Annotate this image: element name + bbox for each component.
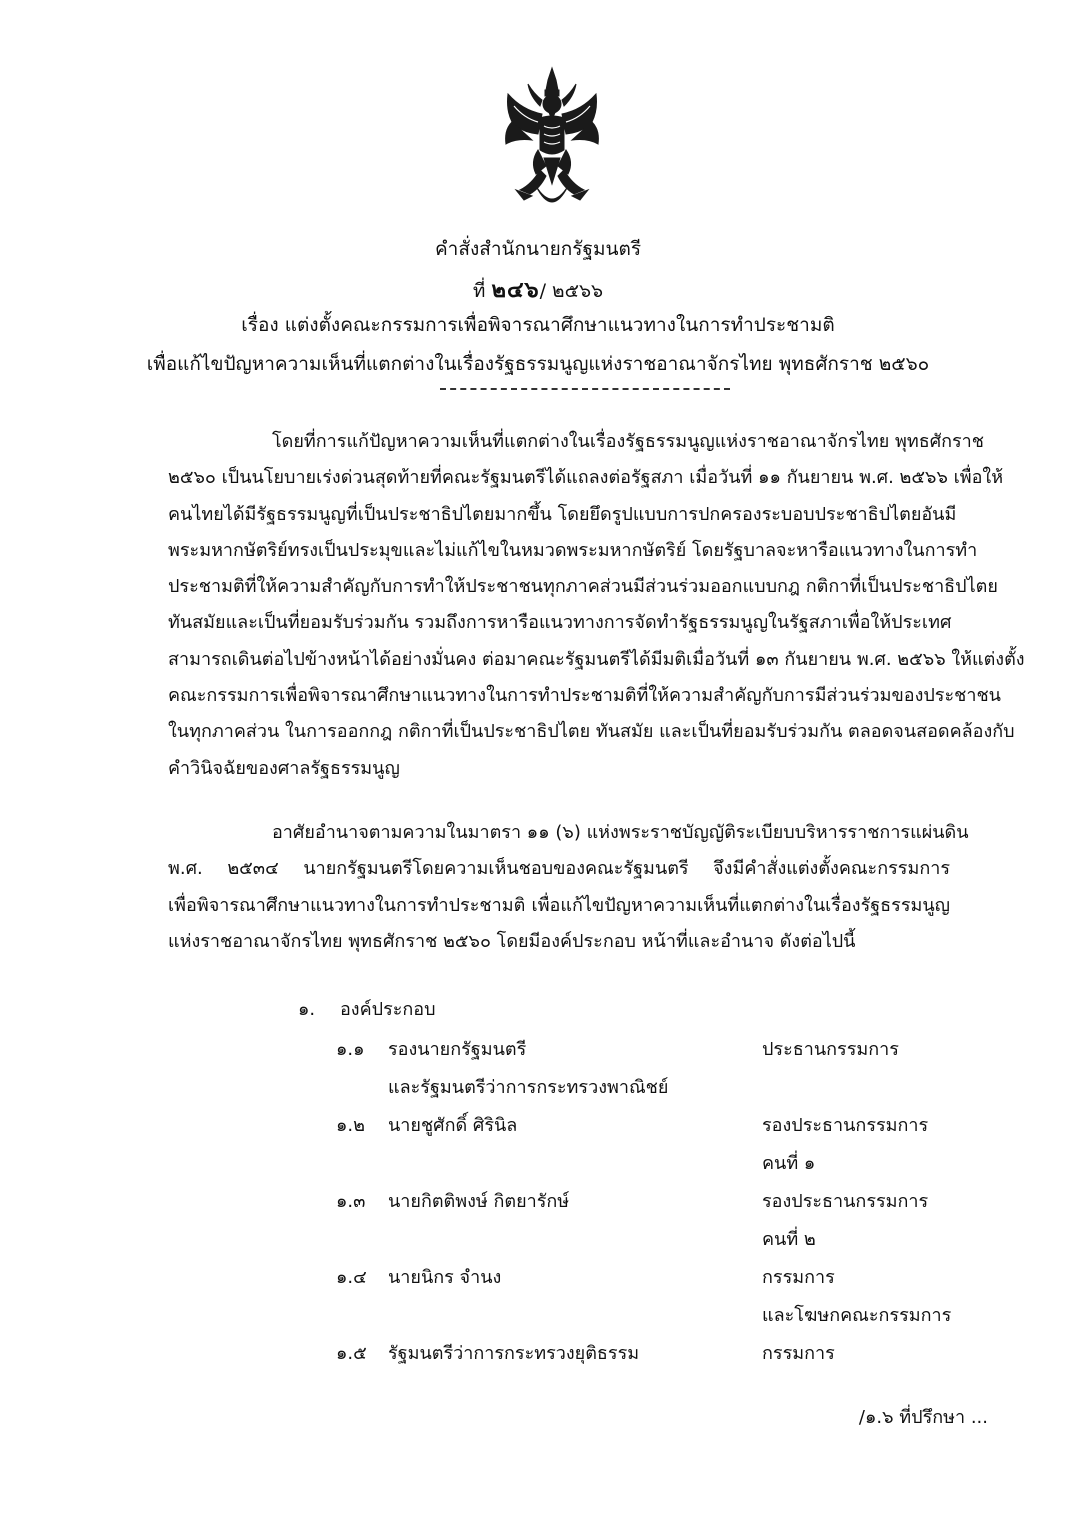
order-prefix: ที่: [472, 280, 486, 302]
page-continuation: /๑.๖ ที่ปรึกษา ...: [858, 1407, 988, 1428]
member-number: ๑.๑: [336, 1039, 365, 1060]
member-number: ๑.๕: [336, 1343, 367, 1364]
member-role: กรรมการ: [762, 1343, 835, 1364]
member-role: กรรมการ: [762, 1267, 835, 1288]
paragraph-line: คณะกรรมการเพื่อพิจารณาศึกษาแนวทางในการทำประชามติที่ให้ความสำคัญกับการมีส่วนร่วมของประชาชน: [168, 685, 1001, 707]
paragraph-line: อาศัยอำนาจตามความในมาตรา ๑๑ (๖) แห่งพระราชบัญญัติระเบียบบริหารราชการแผ่นดิน: [272, 822, 969, 843]
member-name: รัฐมนตรีว่าการกระทรวงยุติธรรม: [388, 1343, 640, 1364]
member-role: คนที่ ๒: [762, 1229, 816, 1250]
member-role: ประธานกรรมการ: [762, 1039, 899, 1060]
paragraph-line: คนไทยได้มีรัฐธรรมนูญที่เป็นประชาธิปไตยมากขึ้น โดยยึดรูปแบบการปกครองระบอบประชาธิปไตยอันมี: [168, 503, 957, 525]
member-role: และโฆษกคณะกรรมการ: [762, 1305, 952, 1326]
order-title: คำสั่งสำนักนายกรัฐมนตรี: [434, 238, 642, 260]
member-name: นายกิตติพงษ์ กิตยารักษ์: [388, 1191, 570, 1212]
paragraph-line: พ.ศ. ๒๕๓๔ นายกรัฐมนตรีโดยความเห็นชอบของคณะรัฐมนตรี จึงมีคำสั่งแต่งตั้งคณะกรรมการ: [168, 858, 950, 880]
authority-paragraph: [168, 815, 969, 960]
paragraph-line: ประชามติที่ให้ความสำคัญกับการทำให้ประชาชนทุกภาคส่วนมีส่วนร่วมออกแบบกฎ กติกาที่เป็นประชาธิปไตย: [168, 576, 998, 598]
order-number-handwritten: ๒๔๖: [491, 277, 540, 303]
paragraph-line: ในทุกภาคส่วน ในการออกกฎ กติกาที่เป็นประชาธิปไตย ทันสมัย และเป็นที่ยอมรับร่วมกัน ตลอดจนสอดคล้องกับ: [168, 721, 1015, 743]
member-number: ๑.๔: [336, 1267, 367, 1288]
member-role: คนที่ ๑: [762, 1153, 816, 1174]
member-name: นายชูศักดิ์ ศิรินิล: [388, 1115, 518, 1136]
order-number-line: [0, 272, 1076, 307]
paragraph-line: คำวินิจฉัยของศาลรัฐธรรมนูญ: [168, 757, 400, 779]
section-title: องค์ประกอบ: [340, 999, 436, 1020]
preamble-paragraph: [168, 424, 1025, 787]
paragraph-line: โดยที่การแก้ปัญหาความเห็นที่แตกต่างในเรื่องรัฐธรรมนูญแห่งราชอาณาจักรไทย พุทธศักราช: [272, 431, 985, 452]
member-name: และรัฐมนตรีว่าการกระทรวงพาณิชย์: [388, 1077, 669, 1098]
subject-line-1: เรื่อง แต่งตั้งคณะกรรมการเพื่อพิจารณาศึกษาแนวทางในการทำประชามติ: [241, 314, 835, 336]
paragraph-line: ๒๕๖๐ เป็นนโยบายเร่งด่วนสุดท้ายที่คณะรัฐมนตรีได้แถลงต่อรัฐสภา เมื่อวันที่ ๑๑ กันยายน พ.ศ. ๒๕๖๖ เพื่อให้: [168, 467, 1004, 489]
paragraph-line: สามารถเดินต่อไปข้างหน้าได้อย่างมั่นคง ต่อมาคณะรัฐมนตรีได้มีมติเมื่อวันที่ ๑๓ กันยายน พ.ศ. ๒๕๖๖ ให้แต่งตั้ง: [168, 648, 1025, 670]
member-role: รองประธานกรรมการ: [762, 1191, 929, 1212]
member-name: นายนิกร จำนง: [388, 1267, 502, 1288]
member-role: รองประธานกรรมการ: [762, 1115, 929, 1136]
member-number: ๑.๓: [336, 1191, 366, 1212]
paragraph-line: ทันสมัยและเป็นที่ยอมรับร่วมกัน รวมถึงการหารือแนวทางการจัดทำรัฐธรรมนูญในรัฐสภาเพื่อให้ประเทศ: [168, 612, 952, 634]
paragraph-line: แห่งราชอาณาจักรไทย พุทธศักราช ๒๕๖๐ โดยมีองค์ประกอบ หน้าที่และอำนาจ ดังต่อไปนี้: [168, 930, 856, 952]
garuda-emblem-icon: [502, 66, 602, 212]
paragraph-line: เพื่อพิจารณาศึกษาแนวทางในการทำประชามติ เพื่อแก้ไขปัญหาความเห็นที่แตกต่างในเรื่องรัฐธรรมนูญ: [168, 894, 950, 916]
order-year: / ๒๕๖๖: [539, 280, 604, 302]
member-number: ๑.๒: [336, 1115, 366, 1136]
section-number: ๑.: [298, 999, 316, 1020]
header-divider: [440, 388, 730, 390]
member-name: รองนายกรัฐมนตรี: [388, 1039, 527, 1060]
subject-line-2: เพื่อแก้ไขปัญหาความเห็นที่แตกต่างในเรื่องรัฐธรรมนูญแห่งราชอาณาจักรไทย พุทธศักราช ๒๕๖๐: [146, 353, 930, 375]
paragraph-line: พระมหากษัตริย์ทรงเป็นประมุขและไม่แก้ไขในหมวดพระมหากษัตริย์ โดยรัฐบาลจะหารือแนวทางในการทำ: [168, 539, 978, 561]
